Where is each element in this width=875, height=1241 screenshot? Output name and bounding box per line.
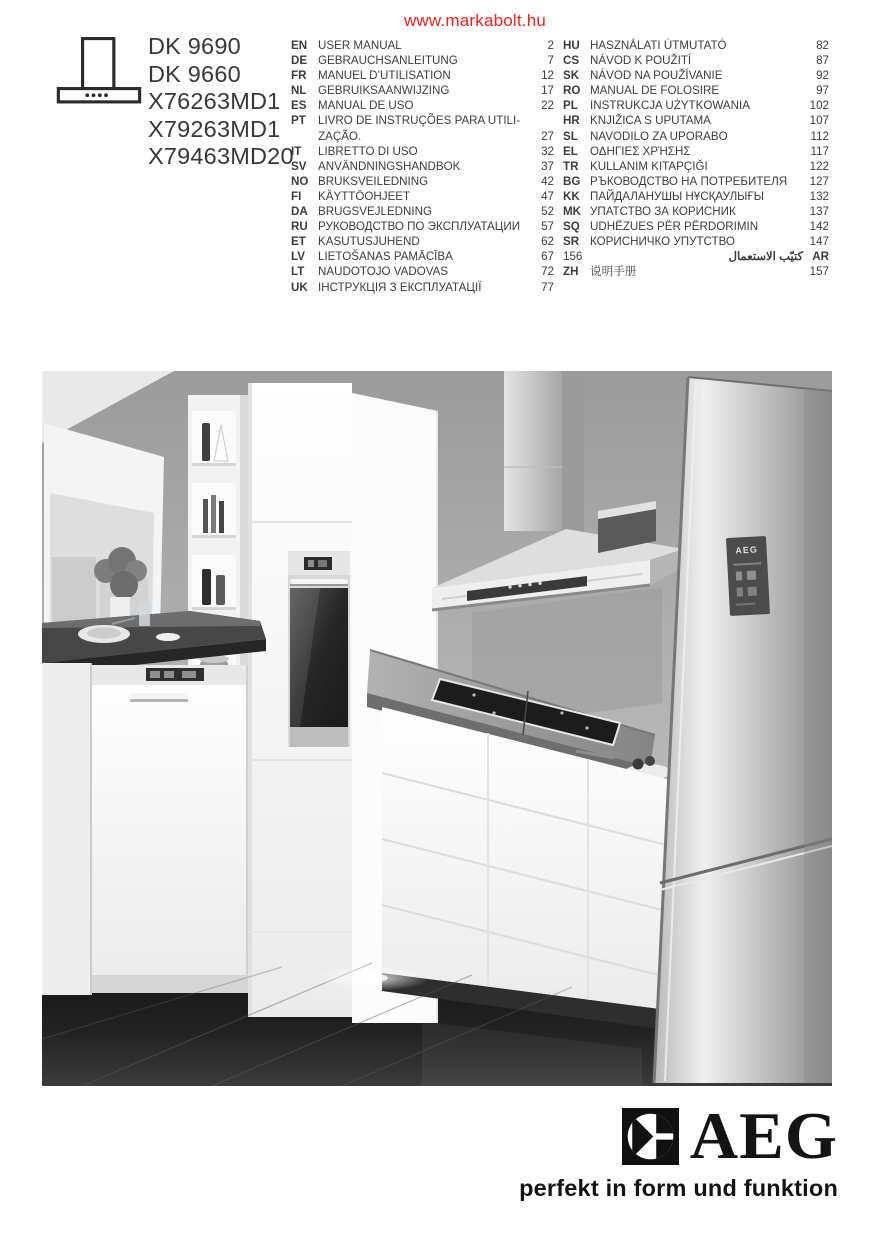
toc-page-number: 112	[810, 129, 829, 143]
brand-footer	[519, 1099, 838, 1202]
toc-row	[291, 264, 554, 279]
toc-title: KÄYTTÖOHJEET	[318, 189, 411, 203]
toc-row	[291, 98, 554, 113]
toc-page-number: 47	[541, 189, 554, 203]
toc-page-number: 102	[809, 99, 829, 113]
toc-page-number: 122	[809, 159, 829, 173]
toc-title: ΟΔΗΓΙΕΣ ΧΡΉΣΗΣ	[590, 144, 691, 158]
toc-title: КОРИСНИЧКО УПУТСТВО	[590, 235, 735, 249]
toc-language-code: PT	[291, 114, 306, 128]
toc-page-number: 52	[541, 205, 554, 219]
website-link[interactable]: www.markabolt.hu	[403, 11, 547, 30]
toc-page-number: 27	[541, 129, 554, 143]
toc-page-number: 42	[541, 174, 554, 188]
model-number: X79263MD1	[148, 115, 281, 142]
model-number: X76263MD1	[148, 88, 281, 115]
toc-row	[291, 204, 554, 219]
toc-language-code: IT	[291, 144, 302, 158]
toc-title: HASZNÁLATI ÚTMUTATÓ	[590, 39, 727, 52]
toc-language-code: SV	[291, 159, 307, 173]
toc-row	[563, 249, 829, 264]
dishwasher	[42, 663, 248, 995]
toc-row	[291, 280, 554, 295]
toc-page-number: 37	[541, 159, 554, 173]
toc-title: UDHËZUES PËR PËRDORIMIN	[590, 220, 759, 234]
toc-title: GEBRUIKSAANWIJZING	[318, 84, 450, 98]
toc-row	[563, 38, 829, 53]
toc-page-number: 2	[547, 39, 554, 52]
toc-row	[291, 159, 554, 174]
toc-row	[291, 144, 554, 159]
toc-page-number: 137	[809, 205, 829, 219]
toc-language-code: SL	[563, 129, 578, 143]
toc-row	[563, 129, 829, 144]
toc-language-code: RO	[563, 84, 581, 98]
toc-row	[291, 174, 554, 189]
toc-page-number: 156	[563, 250, 583, 264]
toc-language-code: TR	[563, 159, 579, 173]
svg-text:AEG: AEG	[735, 544, 759, 556]
toc-page-number: 72	[541, 265, 554, 279]
model-number: X79463MD20	[148, 143, 294, 170]
brand-name: AEG	[689, 1099, 838, 1173]
toc-page-number: 22	[541, 99, 554, 113]
model-list	[148, 33, 294, 171]
model-number: DK 9660	[148, 60, 241, 87]
toc-row	[291, 219, 554, 234]
toc-title: УПАТСТВО ЗА КОРИСНИК	[590, 205, 736, 219]
toc-page-number: 107	[809, 114, 829, 128]
toc-language-code: ES	[291, 99, 307, 113]
cooker-hood-icon	[56, 37, 142, 129]
toc-page-number: 132	[809, 189, 829, 203]
toc-language-code: SQ	[563, 220, 580, 234]
toc-language-code: ET	[291, 235, 306, 249]
toc-title: ПАЙДАЛАНУШЫ НҰСҚАУЛЫҒЫ	[590, 189, 764, 203]
toc-title: BRUKSVEILEDNING	[318, 174, 429, 188]
toc-row	[291, 113, 554, 128]
toc-language-code: PL	[563, 99, 578, 113]
toc-row	[563, 68, 829, 83]
toc-row	[291, 68, 554, 83]
toc-page-number: 147	[809, 235, 829, 249]
toc-title: USER MANUAL	[318, 39, 402, 52]
toc-column-right	[563, 38, 829, 280]
toc-language-code: KK	[563, 189, 580, 203]
toc-language-code: NL	[291, 84, 307, 98]
toc-row	[563, 204, 829, 219]
toc-row	[291, 249, 554, 264]
kitchen-photo	[42, 371, 832, 1086]
toc-page-number: 97	[816, 84, 829, 98]
toc-row	[563, 98, 829, 113]
toc-title: NAVODILO ZA UPORABO	[590, 129, 728, 143]
toc-language-code: LT	[291, 265, 305, 279]
toc-title: ANVÄNDNINGSHANDBOK	[318, 159, 461, 173]
toc-language-code: EN	[291, 39, 308, 52]
toc-language-code: DE	[291, 54, 308, 68]
toc-language-code: CS	[563, 54, 580, 68]
model-number: DK 9690	[148, 33, 241, 59]
toc-language-code: LV	[291, 250, 305, 264]
toc-row	[563, 234, 829, 249]
toc-title: MANUEL D’UTILISATION	[318, 69, 451, 83]
toc-language-code: FR	[291, 69, 307, 83]
toc-title: KULLANIM KITAPÇIĞI	[590, 159, 708, 173]
toc-page-number: 127	[809, 174, 829, 188]
toc-column-left	[291, 38, 554, 295]
toc-row	[563, 83, 829, 98]
toc-row-continuation	[291, 129, 554, 144]
toc-title: LIETOŠANAS PAMĀCĪBA	[318, 250, 453, 264]
toc-title: РЪКОВОДСТВО НА ПОТРЕБИТЕЛЯ	[590, 174, 788, 188]
toc-title: NÁVOD NA POUŽÍVANIE	[590, 69, 723, 83]
toc-row	[563, 189, 829, 204]
toc-title: РУКОВОДСТВО ПО ЭКСПЛУАТАЦИИ	[318, 220, 521, 234]
toc-language-code: UK	[291, 280, 308, 294]
toc-page-number: 62	[541, 235, 554, 249]
toc-row	[563, 113, 829, 128]
toc-language-code: DA	[291, 205, 308, 219]
brand-logo	[519, 1099, 838, 1173]
toc-page-number: 82	[816, 39, 829, 52]
built-in-oven	[288, 551, 350, 747]
brand-tagline: perfekt in form und funktion	[519, 1175, 838, 1201]
toc-language-code: MK	[563, 205, 582, 219]
toc-row	[563, 53, 829, 68]
toc-title: MANUAL DE USO	[318, 99, 414, 113]
toc-language-code: FI	[291, 189, 302, 203]
toc-row	[291, 189, 554, 204]
toc-language-code: AR	[812, 250, 829, 264]
toc-title: ZAÇÃO.	[318, 129, 362, 143]
toc-language-code: HU	[563, 39, 580, 52]
toc-title: BRUGSVEJLEDNING	[318, 205, 433, 219]
toc-page-number: 92	[816, 69, 829, 83]
toc-title: INSTRUKCJA UŻYTKOWANIA	[590, 99, 750, 113]
toc-page-number: 17	[541, 84, 554, 98]
toc-language-code: HR	[563, 114, 580, 128]
toc-row	[563, 159, 829, 174]
toc-row	[291, 83, 554, 98]
toc-page-number: 77	[541, 280, 554, 294]
toc-title: NAUDOTOJO VADOVAS	[318, 265, 449, 279]
toc-title: KNJIŽICA S UPUTAMA	[590, 114, 711, 128]
toc-page-number: 157	[809, 265, 829, 279]
toc-row	[291, 234, 554, 249]
toc-page-number: 87	[816, 54, 829, 68]
toc-page-number: 7	[547, 54, 554, 68]
toc-row	[563, 264, 829, 279]
toc-title: MANUAL DE FOLOSIRE	[590, 84, 720, 98]
toc-title: GEBRAUCHSANLEITUNG	[318, 54, 458, 68]
toc-row	[291, 38, 554, 53]
toc-page-number: 117	[810, 144, 829, 158]
toc-language-code: BG	[563, 174, 581, 188]
toc-page-number: 57	[541, 220, 554, 234]
electrolux-symbol-icon	[622, 1108, 679, 1165]
toc-row	[563, 174, 829, 189]
toc-language-code: ZH	[563, 265, 579, 279]
toc-row	[563, 144, 829, 159]
toc-page-number: 32	[541, 144, 554, 158]
toc-language-code: SK	[563, 69, 580, 83]
toc-language-code: SR	[563, 235, 580, 249]
toc-title: NÁVOD K POUŽITÍ	[590, 54, 692, 68]
toc-row	[291, 53, 554, 68]
toc-title: كتيّب الاستعمال	[728, 250, 803, 264]
toc-page-number: 142	[809, 220, 829, 234]
toc-title: 说明手册	[590, 265, 637, 279]
toc-title: LIBRETTO DI USO	[318, 144, 418, 158]
toc-page-number: 67	[541, 250, 554, 264]
toc-language-code: EL	[563, 144, 578, 158]
fridge-display	[726, 536, 770, 616]
toc-language-code: NO	[291, 174, 309, 188]
toc-language-code: RU	[291, 220, 308, 234]
toc-row	[563, 219, 829, 234]
toc-page-number: 12	[541, 69, 554, 83]
toc-title: KASUTUSJUHEND	[318, 235, 420, 249]
toc-title: ІНСТРУКЦІЯ З ЕКСПЛУАТАЦІЇ	[318, 280, 482, 294]
toc-title: LIVRO DE INSTRUÇÕES PARA UTILI-	[318, 114, 521, 128]
